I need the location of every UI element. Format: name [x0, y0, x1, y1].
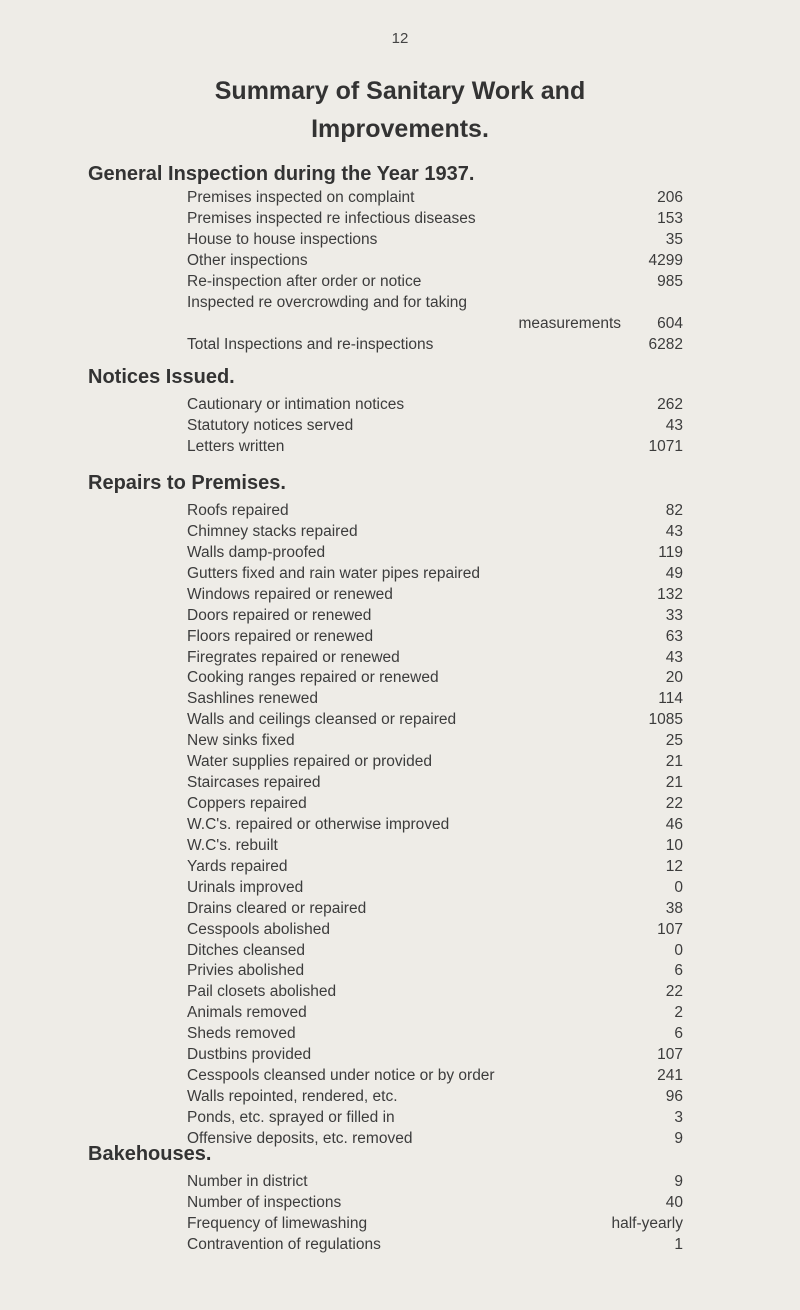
table-row: [187, 416, 683, 436]
row-label: House to house inspections: [187, 230, 378, 248]
row-label: Frequency of limewashing: [187, 1214, 368, 1232]
section-heading: Bakehouses.: [88, 1143, 212, 1165]
row-value: 2: [674, 1004, 683, 1022]
table-row: [187, 606, 683, 626]
row-value: 6: [674, 1025, 683, 1043]
table-row: [187, 710, 683, 730]
table-row: [187, 230, 683, 250]
row-value: 43: [665, 648, 683, 666]
table-row: [187, 773, 683, 793]
table-row: [187, 1129, 683, 1149]
table-row: [187, 961, 683, 981]
table-row: [187, 293, 683, 313]
row-value: 0: [674, 878, 683, 896]
table-row: [187, 941, 683, 961]
row-label: Pail closets abolished: [187, 983, 337, 1001]
table-row: [187, 564, 683, 584]
row-value: 241: [657, 1067, 683, 1085]
row-label: Offensive deposits, etc. removed: [187, 1129, 413, 1147]
row-value: 43: [665, 522, 683, 540]
section-heading: Repairs to Premises.: [88, 472, 286, 494]
row-value: 63: [665, 627, 683, 645]
row-label: Cautionary or intimation notices: [187, 396, 405, 413]
table-row: [187, 1235, 683, 1255]
table-row: [187, 815, 683, 835]
table-row: [187, 689, 683, 709]
table-row: [187, 627, 683, 647]
row-label: Walls repointed, rendered, etc.: [187, 1088, 398, 1106]
row-label: Walls damp-proofed: [187, 543, 326, 561]
row-label: Chimney stacks repaired: [187, 522, 358, 540]
row-value: 49: [665, 564, 683, 582]
table-row: [187, 836, 683, 856]
table-row: [187, 648, 683, 668]
table-row: [187, 794, 683, 814]
table-row: [187, 543, 683, 563]
row-label: Walls and ceilings cleansed or repaired: [187, 711, 457, 729]
row-label: Drains cleared or repaired: [187, 899, 367, 917]
row-label: Sashlines renewed: [187, 690, 318, 708]
section-heading: General Inspection during the Year 1937.: [88, 163, 475, 185]
title-line-2: Improvements.: [311, 115, 489, 143]
table-row: [187, 899, 683, 919]
table-row: [187, 878, 683, 898]
row-label: Yards repaired: [187, 857, 288, 875]
row-label: Number of inspections: [187, 1193, 342, 1211]
row-label: Floors repaired or renewed: [187, 627, 374, 645]
table-row: [187, 857, 683, 877]
row-label: New sinks fixed: [187, 732, 295, 750]
row-label: Firegrates repaired or renewed: [187, 648, 400, 666]
row-label: Statutory notices served: [187, 416, 354, 434]
page-title: [0, 72, 800, 148]
row-value: 22: [665, 795, 683, 813]
row-label: Number in district: [187, 1173, 308, 1190]
row-value: 12: [665, 857, 683, 875]
row-label: Staircases repaired: [187, 774, 321, 792]
row-value: 1: [674, 1235, 683, 1253]
table-row: [187, 982, 683, 1002]
table-row: [187, 731, 683, 751]
table-row: [187, 437, 683, 457]
table-row: [187, 188, 683, 208]
row-value: 153: [657, 209, 683, 227]
row-value: 0: [674, 941, 683, 959]
row-value: 6282: [648, 335, 683, 353]
row-label: Contravention of regulations: [187, 1235, 381, 1253]
row-label: Cesspools abolished: [187, 920, 331, 938]
table-row: [187, 585, 683, 605]
row-label: Premises inspected on complaint: [187, 189, 415, 206]
row-value: 96: [665, 1088, 683, 1106]
row-value: 3: [674, 1108, 683, 1126]
row-value: 20: [665, 669, 683, 687]
row-label: Windows repaired or renewed: [187, 585, 393, 603]
row-label: Dustbins provided: [187, 1046, 312, 1064]
row-label: Sheds removed: [187, 1025, 296, 1043]
row-value: 43: [665, 416, 683, 434]
row-label: Water supplies repaired or provided: [187, 753, 432, 771]
row-value: 1085: [648, 711, 683, 729]
table-row: [187, 1045, 683, 1065]
table-row: [187, 251, 683, 271]
row-value: 107: [657, 1046, 683, 1064]
row-label: Doors repaired or renewed: [187, 606, 372, 624]
section-heading: Notices Issued.: [88, 366, 235, 388]
table-row: [187, 522, 683, 542]
table-row: [187, 1108, 683, 1128]
row-label: Total Inspections and re-inspections: [187, 335, 434, 353]
table-row: [187, 920, 683, 940]
row-value: 9: [674, 1129, 683, 1147]
row-label: Ditches cleansed: [187, 941, 306, 959]
row-label: Letters written: [187, 437, 285, 455]
row-label: W.C's. rebuilt: [187, 836, 278, 854]
row-label: Gutters fixed and rain water pipes repaired: [187, 564, 480, 582]
row-label: W.C's. repaired or otherwise improved: [187, 815, 450, 833]
table-row: [187, 209, 683, 229]
row-label: Cesspools cleansed under notice or by order: [187, 1067, 495, 1085]
row-label: Other inspections: [187, 251, 308, 269]
row-label: Ponds, etc. sprayed or filled in: [187, 1108, 395, 1126]
page-number: 12: [391, 30, 409, 47]
row-value: 46: [665, 815, 683, 833]
row-value: 6: [674, 962, 683, 980]
row-value: 4299: [648, 251, 683, 269]
row-value: 38: [665, 899, 683, 917]
row-value: 21: [665, 774, 683, 792]
table-row: [187, 668, 683, 688]
row-value: 40: [665, 1193, 683, 1211]
row-value: 114: [658, 690, 683, 708]
row-value: 206: [657, 189, 683, 206]
row-label: Privies abolished: [187, 962, 305, 980]
row-value: 10: [665, 836, 683, 854]
row-label: Re-inspection after order or notice: [187, 272, 422, 290]
table-row: [187, 335, 683, 355]
table-row: [187, 752, 683, 772]
row-label: measurements: [518, 314, 621, 332]
row-value: 262: [657, 396, 683, 413]
row-value: 119: [658, 543, 683, 561]
table-row: [187, 1087, 683, 1107]
row-label: Coppers repaired: [187, 795, 307, 813]
row-label: Animals removed: [187, 1004, 307, 1022]
row-label: Cooking ranges repaired or renewed: [187, 669, 439, 687]
row-label: Inspected re overcrowding and for taking: [187, 293, 468, 311]
row-value: 21: [665, 753, 683, 771]
row-value: half-yearly: [611, 1214, 683, 1232]
row-value: 1071: [648, 437, 683, 455]
row-label: Premises inspected re infectious diseases: [187, 209, 476, 227]
table-row: [187, 1066, 683, 1086]
row-value: 9: [674, 1173, 683, 1190]
row-value: 33: [665, 606, 683, 624]
table-row: [187, 395, 683, 415]
row-value: 25: [665, 732, 683, 750]
table-row: [187, 1024, 683, 1044]
table-row: [187, 501, 683, 521]
row-value: 22: [665, 983, 683, 1001]
row-label: Urinals improved: [187, 878, 304, 896]
row-value: 604: [657, 314, 683, 332]
row-value: 985: [657, 272, 683, 290]
title-line-1: Summary of Sanitary Work and: [214, 77, 586, 105]
table-row: [187, 1193, 683, 1213]
row-value: 107: [657, 920, 683, 938]
table-row: [187, 1003, 683, 1023]
table-row: [187, 1172, 683, 1192]
table-row: [187, 314, 683, 334]
row-value: 35: [665, 230, 683, 248]
table-row: [187, 272, 683, 292]
row-value: 132: [657, 585, 683, 603]
row-value: 82: [665, 502, 683, 519]
table-row: [187, 1214, 683, 1234]
row-label: Roofs repaired: [187, 502, 289, 519]
